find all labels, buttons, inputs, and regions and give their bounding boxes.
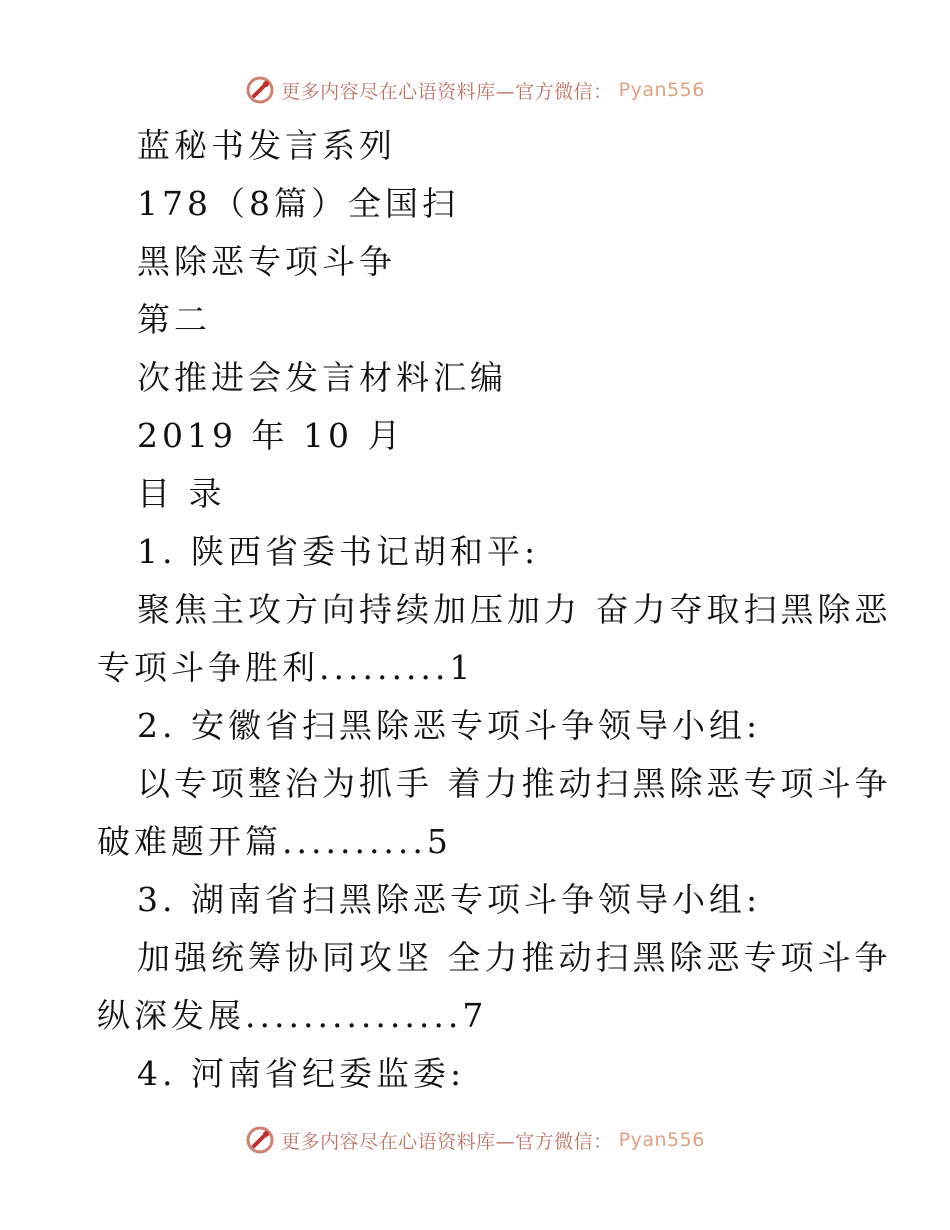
toc-entry-text: 聚焦主攻方向持续加压加力 奋力夺取扫黑除恶 bbox=[137, 590, 892, 629]
toc-entry-text: 破难题开篇..........5 bbox=[97, 822, 452, 861]
toc-entry-title: 2. 安徽省扫黑除恶专项斗争领导小组: bbox=[137, 706, 762, 745]
toc-entry-text: 以专项整治为抓手 着力推动扫黑除恶专项斗争 bbox=[137, 764, 892, 803]
header-watermark bbox=[0, 72, 950, 108]
logo-icon bbox=[245, 1125, 275, 1155]
banner-text: 更多内容尽在心语资料库—官方微信： bbox=[281, 80, 613, 103]
doc-line: 蓝秘书发言系列 bbox=[137, 126, 396, 165]
toc-heading: 目 录 bbox=[137, 474, 226, 513]
banner-wechat-id: Pyan556 bbox=[618, 79, 705, 101]
doc-line: 次推进会发言材料汇编 bbox=[137, 358, 507, 397]
toc-entry-text: 加强统筹协同攻坚 全力推动扫黑除恶专项斗争 bbox=[137, 938, 892, 977]
doc-line: 第二 bbox=[137, 300, 211, 339]
doc-line: 178（8篇）全国扫 bbox=[137, 184, 459, 223]
doc-line: 2019 年 10 月 bbox=[137, 416, 405, 455]
toc-entry-title: 4. 河南省纪委监委: bbox=[137, 1054, 466, 1093]
logo-icon bbox=[245, 75, 275, 105]
banner-text: 更多内容尽在心语资料库—官方微信： bbox=[281, 1130, 613, 1153]
banner-wechat-id: Pyan556 bbox=[618, 1129, 705, 1151]
toc-entry-title: 3. 湖南省扫黑除恶专项斗争领导小组: bbox=[137, 880, 762, 919]
doc-line: 黑除恶专项斗争 bbox=[137, 242, 396, 281]
footer-watermark bbox=[0, 1122, 950, 1158]
toc-entry-text: 纵深发展...............7 bbox=[97, 996, 488, 1035]
toc-entry-text: 专项斗争胜利.........1 bbox=[97, 648, 475, 687]
toc-entry-title: 1. 陕西省委书记胡和平: bbox=[137, 532, 540, 571]
